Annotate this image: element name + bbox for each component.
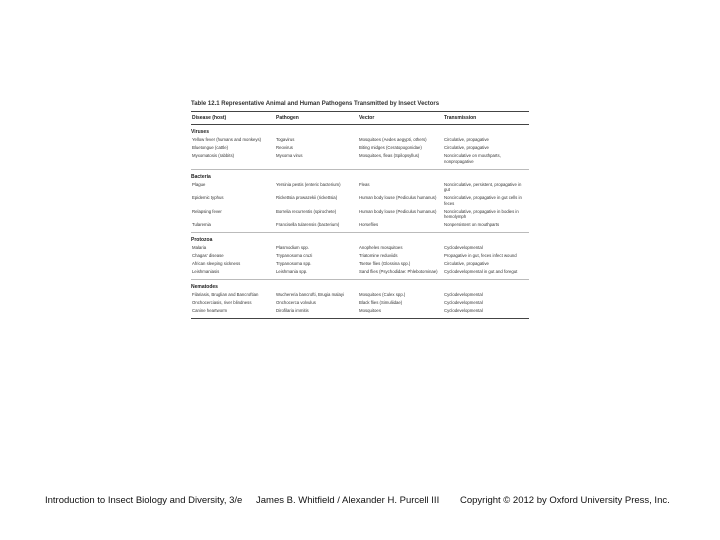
table-row xyxy=(191,244,529,252)
table-caption: Table 12.1 Representative Animal and Human Pathogens Transmitted by Insect Vectors xyxy=(191,101,440,107)
footer-authors: James B. Whitfield / Alexander H. Purcell III xyxy=(256,495,440,506)
table-row xyxy=(191,152,529,166)
cell-vector: Horseflies xyxy=(359,222,379,228)
table-row xyxy=(191,181,529,195)
cell-disease: Malaria xyxy=(192,245,207,251)
cell-pathogen: Dirofilaria immitis xyxy=(276,308,309,314)
cell-transmission: Noncirculative, propagative in gut cells in feces xyxy=(444,195,522,206)
cell-vector: Black flies (Simuliidae) xyxy=(359,300,403,306)
cell-disease: Tularemia xyxy=(192,222,211,228)
table-row xyxy=(191,268,529,276)
cell-pathogen: Trypanosoma cruzi xyxy=(276,253,313,259)
cell-transmission: Nonpersistent on mouthparts xyxy=(444,222,500,228)
cell-pathogen: Borrelia recurrentis (spirochete) xyxy=(276,208,337,214)
cell-disease: Chagas' disease xyxy=(192,253,224,259)
cell-pathogen: Trypanosoma spp. xyxy=(276,261,312,267)
header-transmission: Transmission xyxy=(444,115,477,121)
cell-vector: Mosquitoes (Culex spp.) xyxy=(359,292,406,298)
bottom-rule xyxy=(191,318,529,319)
cell-pathogen: Reovirus xyxy=(276,145,293,151)
cell-disease: Myxomatosis (rabbits) xyxy=(192,153,235,159)
header-pathogen: Pathogen xyxy=(276,115,299,121)
cell-vector: Mosquitoes (Aedes aegypti, others) xyxy=(359,137,427,143)
section-heading-protozoa: Protozoa xyxy=(191,237,213,244)
cell-disease: Bluetongue (cattle) xyxy=(192,145,229,151)
table-row xyxy=(191,221,529,229)
cell-vector: Sand flies (Psychodidae: Phlebotominae) xyxy=(359,269,438,275)
table-body xyxy=(191,125,529,315)
table-row xyxy=(191,144,529,152)
table-row xyxy=(191,208,529,222)
cell-pathogen: Wuchereria bancrofti, Brugia malayi xyxy=(276,292,344,298)
cell-vector: Fleas xyxy=(359,181,370,187)
cell-transmission: Noncirculative, persistent, propagative in gut xyxy=(444,181,522,193)
pathogen-table xyxy=(191,100,529,319)
cell-transmission: Cyclodevelopmental xyxy=(444,308,483,314)
cell-disease: African sleeping sickness xyxy=(192,261,241,267)
section-heading-viruses: Viruses xyxy=(191,129,209,135)
table-row xyxy=(191,307,529,315)
cell-pathogen: Francisella tularensis (bacterium) xyxy=(276,222,340,228)
cell-disease: Filariasis, Bruglian and Bancroftian xyxy=(192,292,259,298)
cell-vector: Mosquitoes xyxy=(359,308,381,314)
cell-vector: Biting midges (Ceratopogonidae) xyxy=(359,145,422,151)
cell-vector: Triatomine reduviids xyxy=(359,253,398,259)
cell-transmission: Cyclodevelopmental xyxy=(444,292,483,298)
cell-transmission: Cyclodevelopmental xyxy=(444,245,483,251)
cell-disease: Onchocerciasis, river blindness xyxy=(192,300,252,306)
cell-vector: Anopheles mosquitoes xyxy=(359,245,403,251)
table-row xyxy=(191,260,529,268)
table-row xyxy=(191,194,529,208)
cell-pathogen: Plasmodium spp. xyxy=(276,245,309,251)
cell-transmission: Propagative in gut, feces infect wound xyxy=(444,253,517,259)
cell-transmission: Cyclodevelopmental in gut and foregut xyxy=(444,269,518,275)
cell-vector: Human body louse (Pediculus humanus) xyxy=(359,208,437,214)
cell-disease: Plague xyxy=(192,181,206,187)
footer-book-title: Introduction to Insect Biology and Diversity, 3/e xyxy=(45,495,243,506)
cell-transmission: Cyclodevelopmental xyxy=(444,300,483,306)
cell-pathogen: Onchocerca volvulus xyxy=(276,300,316,306)
cell-pathogen: Myxoma virus xyxy=(276,153,303,159)
cell-disease: Epidemic typhus xyxy=(192,195,224,201)
cell-transmission: Circulative, propagative xyxy=(444,137,489,143)
cell-disease: Yellow fever (humans and monkeys) xyxy=(192,137,262,143)
cell-disease: Relapsing fever xyxy=(192,208,222,214)
cell-pathogen: Rickettsia prowazekii (rickettsia) xyxy=(276,195,338,201)
cell-transmission: Circulative, propagative xyxy=(444,145,489,151)
table-header xyxy=(191,112,529,124)
cell-transmission: Circulative, propagative xyxy=(444,261,489,267)
footer-copyright: Copyright © 2012 by Oxford University Press, Inc. xyxy=(460,495,670,506)
header-vector: Vector xyxy=(359,115,375,121)
cell-vector: Mosquitoes, fleas (Spilopsyllus) xyxy=(359,153,420,159)
cell-disease: Canine heartworm xyxy=(192,308,228,314)
cell-vector: Human body louse (Pediculus humanus) xyxy=(359,195,437,201)
section-heading-nematodes: Nematodes xyxy=(191,284,218,291)
cell-transmission: Noncirculative, propagative in bodies in hemolymph xyxy=(444,208,519,220)
cell-transmission: Noncirculative on mouthparts, nonpropagative xyxy=(444,153,501,164)
table-row xyxy=(191,252,529,260)
table-row xyxy=(191,299,529,307)
cell-pathogen: Yersinia pestis (enteric bacterium) xyxy=(276,181,341,187)
cell-disease: Leishmaniasis xyxy=(192,269,220,275)
table-row xyxy=(191,291,529,299)
section-heading-bacteria: Bacteria xyxy=(191,173,211,180)
cell-vector: Tsetse flies (Glossina spp.) xyxy=(359,261,411,267)
table-row xyxy=(191,136,529,144)
cell-pathogen: Togavirus xyxy=(276,137,295,143)
cell-pathogen: Leishmania spp. xyxy=(276,269,308,275)
header-disease: Disease (host) xyxy=(192,115,227,121)
